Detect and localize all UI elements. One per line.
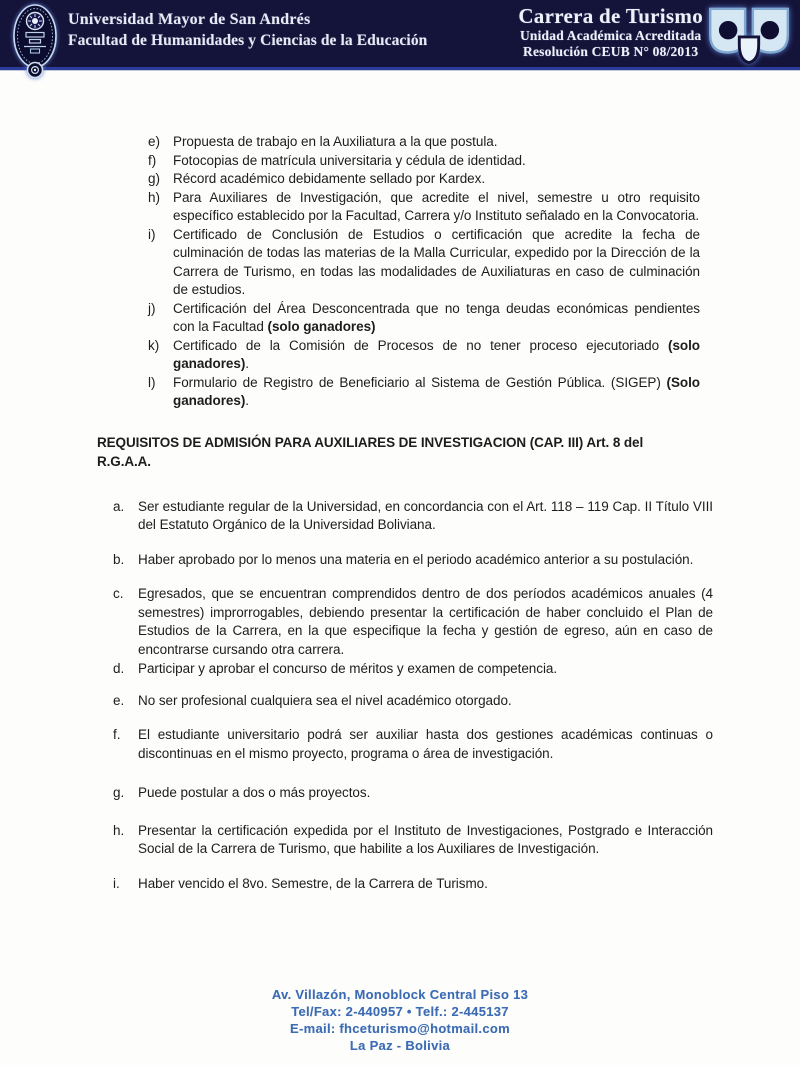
- item-letter: f.: [113, 727, 121, 742]
- item-text: Certificado de Conclusión de Estudios o certificación que acredite la fecha de culminación de todas las materias de la Malla Curricular, expedido por la Dirección de la Carrera de Turismo, en todas las modalidades de Auxiliaturas en caso de culminación de estudios.: [173, 226, 700, 297]
- item-text: Certificado de la Comisión de Procesos de no tener proceso ejecutoriado (solo ganadores).: [173, 337, 700, 371]
- list-item: [113, 551, 713, 570]
- list-item: [148, 170, 700, 189]
- item-letter: i.: [113, 875, 120, 891]
- list-item: [148, 337, 700, 374]
- list-item: [148, 300, 700, 337]
- list-item: [148, 133, 700, 152]
- list-item: [113, 660, 713, 679]
- resolution-line: Resolución CEUB N° 08/2013: [523, 44, 699, 59]
- item-letter: i): [148, 226, 156, 242]
- section-heading: [97, 433, 740, 471]
- university-name: Universidad Mayor de San Andrés: [68, 11, 311, 28]
- item-letter: e): [148, 134, 160, 149]
- footer-city: La Paz - Bolivia: [349, 1038, 451, 1053]
- list-item: [148, 189, 700, 226]
- item-letter: h.: [113, 822, 125, 838]
- footer-address: Av. Villazón, Monoblock Central Piso 13: [271, 987, 529, 1002]
- item-letter: l): [148, 374, 156, 390]
- item-text: Haber vencido el 8vo. Semestre, de la Carrera de Turismo.: [138, 875, 488, 891]
- career-block: [518, 4, 703, 60]
- letterhead-banner: [0, 0, 800, 70]
- item-text: Presentar la certificación expedida por el Instituto de Investigaciones, Postgrado e Interacción Social de la Carrera de Turismo, que habilite a los Auxiliares de Investigación.: [138, 822, 713, 856]
- item-text: Certificación del Área Desconcentrada que no tenga deudas económicas pendientes con la Facultad (solo ganadores): [173, 300, 700, 334]
- list-item: [113, 498, 713, 535]
- documents-required-list: [148, 133, 700, 411]
- list-item: [113, 822, 713, 859]
- item-text: Para Auxiliares de Investigación, que acredite el nivel, semestre u otro requisito específico establecido por la Facultad, Carrera y/o Instituto señalado en la Convocatoria.: [173, 189, 700, 223]
- item-letter: e.: [113, 692, 125, 708]
- institution-block: [68, 9, 427, 51]
- item-text: Haber aprobado por lo menos una materia en el periodo académico anterior a su postulación.: [138, 551, 694, 567]
- item-text: Propuesta de trabajo en la Auxiliatura a la que postula.: [173, 134, 498, 149]
- footer-phones: Tel/Fax: 2-440957 • Telf.: 2-445137: [291, 1004, 509, 1019]
- list-item: [113, 875, 713, 894]
- accreditation-line: Unidad Académica Acreditada: [519, 28, 702, 43]
- item-letter: k): [148, 337, 160, 353]
- admission-requirements-list: [113, 498, 713, 894]
- item-letter: b.: [113, 551, 125, 567]
- document-body: [0, 73, 800, 893]
- item-text: Récord académico debidamente sellado por Kardex.: [173, 171, 486, 186]
- list-item: [148, 152, 700, 171]
- item-letter: g): [148, 171, 160, 186]
- item-text: Fotocopias de matrícula universitaria y cédula de identidad.: [173, 152, 526, 168]
- faculty-name: Facultad de Humanidades y Ciencias de la Educación: [68, 32, 428, 49]
- list-item: [148, 226, 700, 300]
- item-text: El estudiante universitario podrá ser auxiliar hasta dos gestiones académicas continuas o discontinuas en el mismo proyecto, programa o área de investigación.: [138, 727, 713, 761]
- item-text: Egresados, que se encuentran comprendidos dentro de dos períodos académicos anuales (4 semestres) improrrogables, debiendo presentar la certificación de haber concluido el Plan de Estudios de la Carrera, en la que especifique la fecha y gestión de egreso, aún en caso de encontrarse cursando otra carrera.: [138, 586, 713, 657]
- footer-email: E-mail: fhceturismo@hotmail.com: [290, 1021, 510, 1036]
- item-letter: h): [148, 189, 160, 205]
- item-text: Puede postular a dos o más proyectos.: [138, 785, 371, 800]
- turismo-owl-logo-icon: [705, 4, 793, 68]
- item-letter: c.: [113, 586, 124, 601]
- list-item: [148, 374, 700, 411]
- list-item: [113, 692, 713, 711]
- footer-contact-block: [0, 986, 800, 1054]
- list-item: [113, 585, 713, 659]
- list-item: [113, 784, 713, 803]
- item-text: Ser estudiante regular de la Universidad, en concordancia con el Art. 118 – 119 Cap. II Título VIII del Estatuto Orgánico de la Universidad Boliviana.: [138, 498, 713, 532]
- item-letter: d.: [113, 661, 125, 676]
- item-text: Participar y aprobar el concurso de méritos y examen de competencia.: [138, 661, 558, 676]
- item-letter: g.: [113, 785, 125, 800]
- item-text: Formulario de Registro de Beneficiario al Sistema de Gestión Pública. (SIGEP) (Solo ganadores).: [173, 374, 700, 408]
- umsa-emblem-icon: [9, 2, 61, 80]
- section-heading-line2: R.G.A.A.: [97, 453, 151, 469]
- career-title: Carrera de Turismo: [518, 4, 703, 28]
- item-letter: j): [148, 300, 156, 316]
- item-letter: f): [148, 152, 157, 168]
- item-letter: a.: [113, 498, 125, 514]
- list-item: [113, 726, 713, 763]
- item-text: No ser profesional cualquiera sea el nivel académico otorgado.: [138, 692, 512, 708]
- section-heading-line1: REQUISITOS DE ADMISIÓN PARA AUXILIARES DE INVESTIGACION (CAP. III) Art. 8 del: [97, 434, 644, 450]
